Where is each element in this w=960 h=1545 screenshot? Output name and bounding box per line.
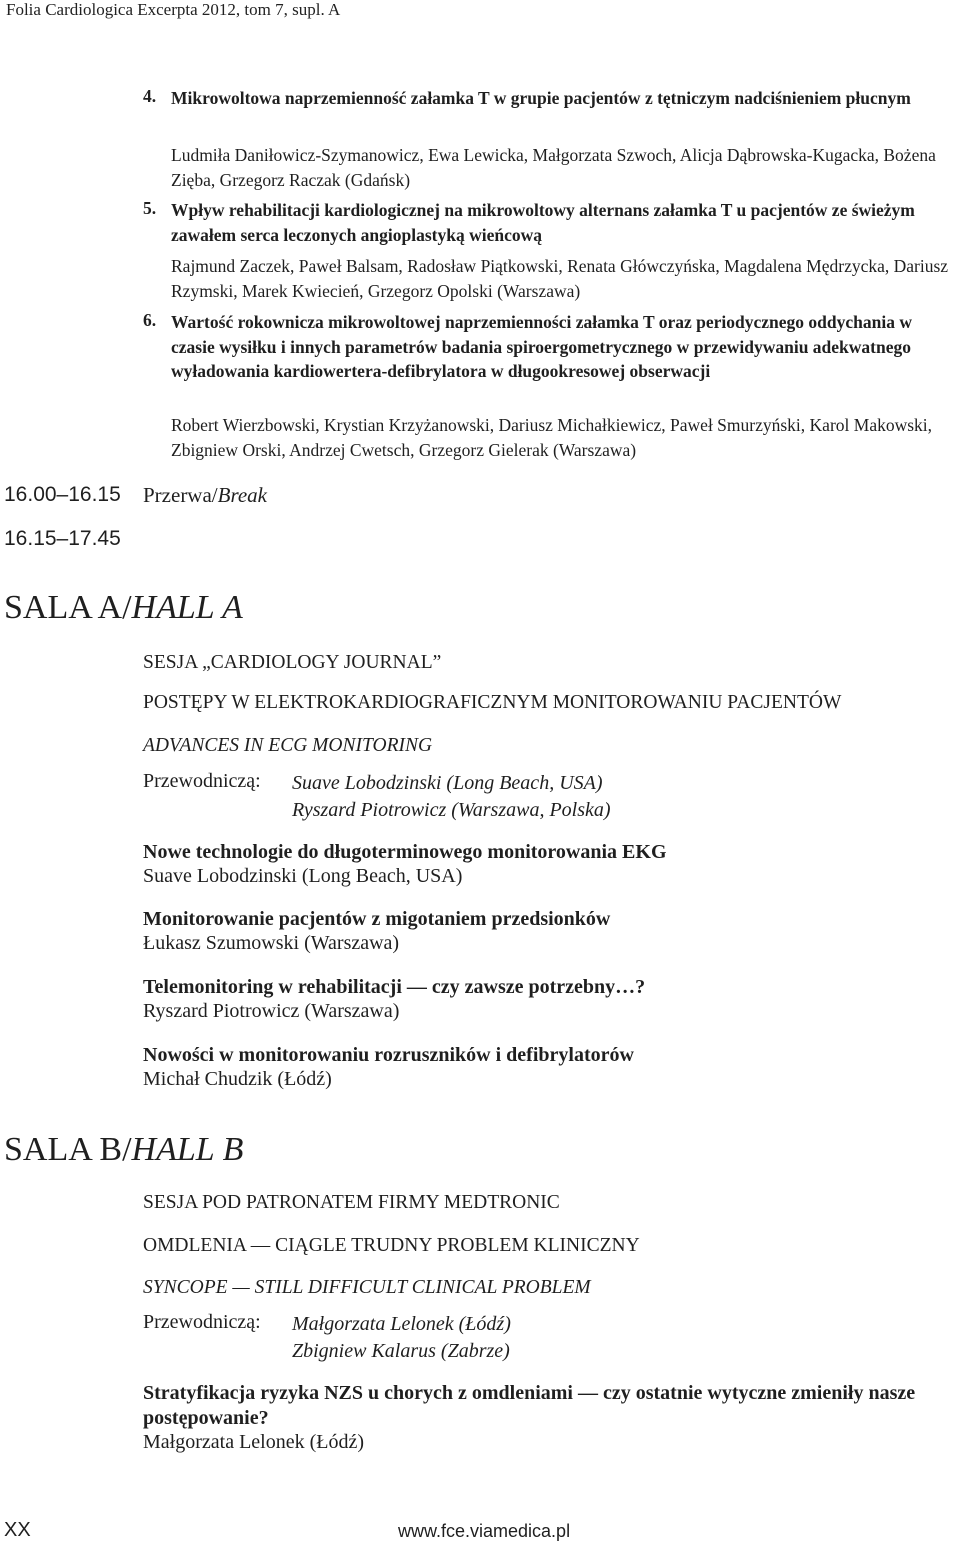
item-title: Wpływ rehabilitacji kardiologicznej na mikrowoltowy alternans załamka T u pacjentów ze świeżym zawałem serca leczonych angioplastyką wieńcową [171, 200, 915, 245]
journal-header: Folia Cardiologica Excerpta 2012, tom 7, supl. A [6, 0, 341, 19]
talk-author: Małgorzata Lelonek (Łódź) [143, 1431, 365, 1453]
hall-a-heading: SALA A/HALL A [4, 589, 243, 626]
talk-title: Telemonitoring w rehabilitacji — czy zawsze potrzebny…? [143, 976, 646, 998]
session-name: SESJA „CARDIOLOGY JOURNAL” [143, 652, 442, 673]
session-title-pl: OMDLENIA — CIĄGLE TRUDNY PROBLEM KLINICZNY [143, 1235, 640, 1256]
talk-author: Łukasz Szumowski (Warszawa) [143, 932, 400, 954]
footer-url: www.fce.viamedica.pl [398, 1521, 571, 1541]
chairs-label: Przewodniczą: [143, 1311, 261, 1333]
talk-author: Ryszard Piotrowicz (Warszawa) [143, 1000, 400, 1022]
item-title: Wartość rokownicza mikrowoltowej naprzemienności załamka T oraz periodycznego oddychania w czasie wysiłku i innych parametrów badania spiroergometrycznego w przewidywaniu adekwatnego wyładowania kardiowertera-defibrylatora w długookresowej obserwacji [171, 312, 912, 381]
chairs-list [292, 1311, 511, 1365]
chair-name: Zbigniew Kalarus (Zabrze) [292, 1340, 510, 1362]
talk-author: Suave Lobodzinski (Long Beach, USA) [143, 865, 463, 887]
break-time: 16.00–16.15 [4, 483, 121, 506]
hall-b-heading: SALA B/HALL B [4, 1131, 244, 1168]
item-authors: Ludmiła Daniłowicz-Szymanowicz, Ewa Lewicka, Małgorzata Szwoch, Alicja Dąbrowska-Kugacka, Bożena Zięba, Grzegorz Raczak (Gdańsk) [171, 145, 936, 190]
chair-name: Małgorzata Lelonek (Łódź) [292, 1313, 511, 1335]
item-authors: Rajmund Zaczek, Paweł Balsam, Radosław Piątkowski, Renata Główczyńska, Magdalena Mędrzycka, Dariusz Rzymski, Marek Kwiecień, Grzegorz Opolski (Warszawa) [171, 256, 949, 301]
talk-title: Nowe technologie do długoterminowego monitorowania EKG [143, 841, 667, 863]
chairs-list [292, 770, 611, 824]
chair-name: Suave Lobodzinski (Long Beach, USA) [292, 772, 603, 794]
session-time: 16.15–17.45 [4, 527, 121, 550]
item-number: 4. [143, 86, 157, 106]
break-label: Przerwa/Break [143, 483, 268, 507]
talk-title: Monitorowanie pacjentów z migotaniem przedsionków [143, 908, 611, 930]
item-number: 6. [143, 310, 157, 330]
item-authors: Robert Wierzbowski, Krystian Krzyżanowski, Dariusz Michałkiewicz, Paweł Smurzyński, Karol Makowski, Zbigniew Orski, Andrzej Cwetsch, Grzegorz Gielerak (Warszawa) [171, 415, 933, 460]
page-number: XX [4, 1519, 31, 1541]
talk-title: Stratyfikacja ryzyka NZS u chorych z omdleniami — czy ostatnie wytyczne zmieniły nasze postępowanie? [143, 1382, 916, 1429]
chair-name: Ryszard Piotrowicz (Warszawa, Polska) [292, 799, 611, 821]
item-number: 5. [143, 198, 157, 218]
session-name: SESJA POD PATRONATEM FIRMY MEDTRONIC [143, 1192, 560, 1213]
session-title-en: ADVANCES IN ECG MONITORING [143, 735, 433, 756]
chairs-label: Przewodniczą: [143, 770, 261, 792]
session-title-pl: POSTĘPY W ELEKTROKARDIOGRAFICZNYM MONITOROWANIU PACJENTÓW [143, 692, 842, 713]
talk-title: Nowości w monitorowaniu rozruszników i defibrylatorów [143, 1044, 634, 1066]
session-title-en: SYNCOPE — STILL DIFFICULT CLINICAL PROBLEM [143, 1277, 591, 1298]
talk-author: Michał Chudzik (Łódź) [143, 1068, 332, 1090]
item-title: Mikrowoltowa naprzemienność załamka T w grupie pacjentów z tętniczym nadciśnieniem płucnym [171, 88, 911, 108]
